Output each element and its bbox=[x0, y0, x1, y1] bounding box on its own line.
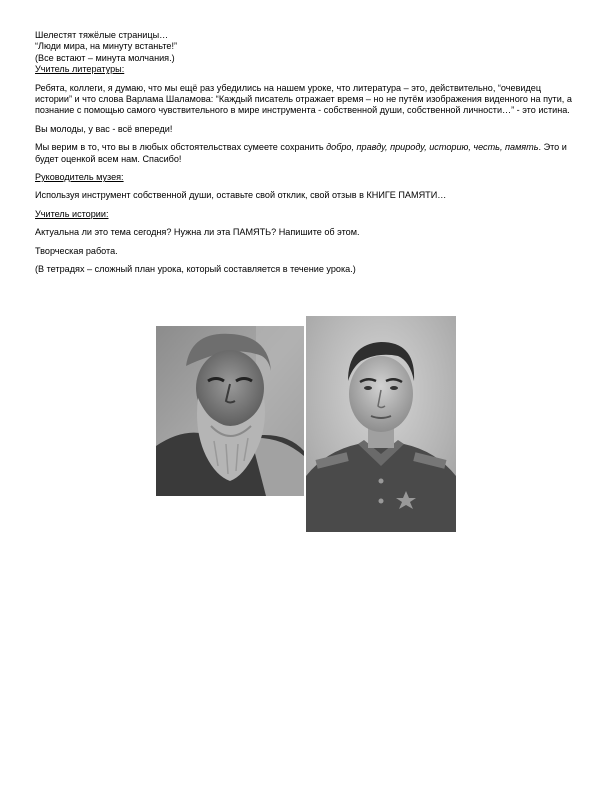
intro-line-2: “Люди мира, на минуту встаньте!” bbox=[35, 41, 177, 52]
literature-paragraph-3 bbox=[35, 142, 580, 165]
writer-portrait-photo bbox=[156, 326, 304, 496]
intro-line-3: (Все встают – минута молчания.) bbox=[35, 52, 175, 63]
document-page bbox=[35, 30, 580, 276]
literature-paragraph-2: Вы молоды, у вас - всё впереди! bbox=[35, 123, 173, 134]
speaker-history-teacher: Учитель истории: bbox=[35, 208, 109, 219]
history-paragraph-3: (В тетрадях – сложный план урока, который составляется в течение урока.) bbox=[35, 264, 356, 275]
speaker-museum-head: Руководитель музея: bbox=[35, 172, 124, 183]
speaker-literature-teacher: Учитель литературы: bbox=[35, 64, 125, 75]
intro-line-1: Шелестят тяжёлые страницы… bbox=[35, 30, 169, 40]
history-paragraph-2: Творческая работа. bbox=[35, 245, 118, 256]
literature-paragraph-3-start: Мы верим в то, что вы в любых обстоятельствах сумеете сохранить bbox=[35, 142, 327, 153]
history-paragraph-1: Актуальна ли это тема сегодня? Нужна ли эта ПАМЯТЬ? Напишите об этом. bbox=[35, 227, 360, 238]
literature-paragraph-1: Ребята, коллеги, я думаю, что мы ещё раз убедились на нашем уроке, что литература – это, действительно, “очевидец истории” и что слова Варлама Шаламова: “Каждый писатель отражает время – но не путём изображения виденного на пути, а познание с помощью самого чувствительного в мире инструмента - собственной души, собственной личности…” - это истина. bbox=[35, 82, 572, 116]
museum-paragraph: Используя инструмент собственной души, оставьте свой отклик, свой отзыв в КНИГЕ ПАМЯТИ… bbox=[35, 190, 447, 201]
literature-paragraph-3-values: добро, правду, природу, историю, честь, память bbox=[326, 142, 539, 153]
soldier-portrait-photo bbox=[306, 316, 456, 532]
literature-paragraph-3-end: . Это и будет оценкой всем нам. Спасибо! bbox=[35, 142, 567, 164]
